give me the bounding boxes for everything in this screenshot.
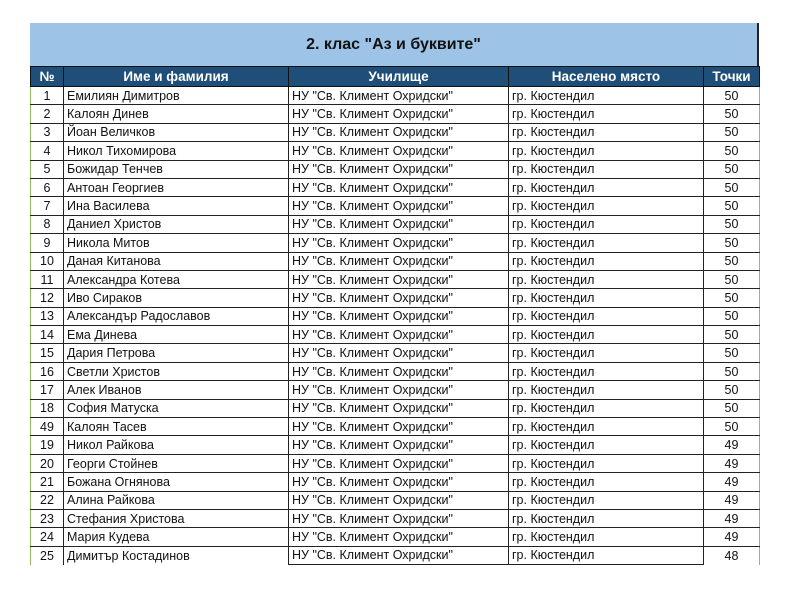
- cell-points: 50: [704, 270, 760, 288]
- cell-number: 49: [31, 418, 64, 436]
- cell-points: 49: [704, 528, 760, 546]
- cell-place: гр. Кюстендил: [509, 197, 704, 215]
- cell-points: 50: [704, 234, 760, 252]
- cell-name: Никол Райкова: [64, 436, 289, 454]
- cell-number: 12: [31, 289, 64, 307]
- column-header-number: №: [31, 67, 64, 87]
- table-row: [31, 160, 760, 178]
- cell-number: 13: [31, 307, 64, 325]
- cell-points: 48: [704, 546, 760, 564]
- cell-place: гр. Кюстендил: [509, 399, 704, 417]
- results-sheet: [30, 23, 759, 565]
- cell-name: Георги Стойнев: [64, 454, 289, 472]
- cell-school: НУ "Св. Климент Охридски": [289, 289, 509, 307]
- cell-points: 50: [704, 197, 760, 215]
- cell-place: гр. Кюстендил: [509, 123, 704, 141]
- cell-name: Мария Кудева: [64, 528, 289, 546]
- cell-points: 50: [704, 362, 760, 380]
- cell-name: Дария Петрова: [64, 344, 289, 362]
- cell-school: НУ "Св. Климент Охридски": [289, 509, 509, 527]
- cell-points: 50: [704, 344, 760, 362]
- sheet-title: 2. клас "Аз и буквите": [30, 23, 759, 66]
- cell-points: 50: [704, 252, 760, 270]
- cell-points: 50: [704, 178, 760, 196]
- cell-school: НУ "Св. Климент Охридски": [289, 436, 509, 454]
- cell-number: 25: [31, 546, 64, 564]
- header-row: [31, 67, 760, 87]
- cell-number: 17: [31, 381, 64, 399]
- cell-number: 23: [31, 509, 64, 527]
- cell-name: Антоан Георгиев: [64, 178, 289, 196]
- table-row: [31, 142, 760, 160]
- cell-name: Светли Христов: [64, 362, 289, 380]
- cell-school: НУ "Св. Климент Охридски": [289, 528, 509, 546]
- cell-name: Александър Радославов: [64, 307, 289, 325]
- cell-place: гр. Кюстендил: [509, 87, 704, 105]
- table-row: [31, 381, 760, 399]
- cell-school: НУ "Св. Климент Охридски": [289, 197, 509, 215]
- cell-name: Никола Митов: [64, 234, 289, 252]
- cell-number: 11: [31, 270, 64, 288]
- table-row: [31, 105, 760, 123]
- column-header-place: Населено място: [509, 67, 704, 87]
- cell-place: гр. Кюстендил: [509, 362, 704, 380]
- cell-school: НУ "Св. Климент Охридски": [289, 252, 509, 270]
- table-row: [31, 178, 760, 196]
- cell-name: Даная Китанова: [64, 252, 289, 270]
- cell-school: НУ "Св. Климент Охридски": [289, 418, 509, 436]
- table-row: [31, 509, 760, 527]
- table-row: [31, 418, 760, 436]
- cell-points: 50: [704, 142, 760, 160]
- cell-place: гр. Кюстендил: [509, 307, 704, 325]
- cell-place: гр. Кюстендил: [509, 252, 704, 270]
- cell-school: НУ "Св. Климент Охридски": [289, 123, 509, 141]
- cell-points: 49: [704, 491, 760, 509]
- cell-number: 14: [31, 326, 64, 344]
- cell-school: НУ "Св. Климент Охридски": [289, 215, 509, 233]
- table-row: [31, 252, 760, 270]
- table-row: [31, 270, 760, 288]
- cell-name: Иво Сираков: [64, 289, 289, 307]
- cell-number: 6: [31, 178, 64, 196]
- cell-number: 3: [31, 123, 64, 141]
- cell-name: София Матуска: [64, 399, 289, 417]
- cell-place: гр. Кюстендил: [509, 289, 704, 307]
- table-row: [31, 234, 760, 252]
- table-row: [31, 528, 760, 546]
- table-row: [31, 399, 760, 417]
- cell-school: НУ "Св. Климент Охридски": [289, 473, 509, 491]
- cell-number: 18: [31, 399, 64, 417]
- cell-place: гр. Кюстендил: [509, 142, 704, 160]
- cell-name: Никол Тихомирова: [64, 142, 289, 160]
- table-row: [31, 326, 760, 344]
- cell-name: Йоан Величков: [64, 123, 289, 141]
- cell-place: гр. Кюстендил: [509, 528, 704, 546]
- results-table: [30, 66, 760, 565]
- cell-points: 49: [704, 436, 760, 454]
- cell-number: 2: [31, 105, 64, 123]
- cell-name: Алек Иванов: [64, 381, 289, 399]
- cell-points: 50: [704, 381, 760, 399]
- cell-points: 50: [704, 418, 760, 436]
- table-row: [31, 289, 760, 307]
- cell-place: гр. Кюстендил: [509, 160, 704, 178]
- cell-place: гр. Кюстендил: [509, 454, 704, 472]
- table-row: [31, 123, 760, 141]
- cell-school: НУ "Св. Климент Охридски": [289, 178, 509, 196]
- cell-name: Божана Огнянова: [64, 473, 289, 491]
- cell-name: Ина Василева: [64, 197, 289, 215]
- cell-name: Калоян Тасев: [64, 418, 289, 436]
- cell-school: НУ "Св. Климент Охридски": [289, 381, 509, 399]
- cell-school: НУ "Св. Климент Охридски": [289, 234, 509, 252]
- cell-points: 49: [704, 454, 760, 472]
- cell-school: НУ "Св. Климент Охридски": [289, 105, 509, 123]
- cell-place: гр. Кюстендил: [509, 546, 704, 564]
- cell-school: НУ "Св. Климент Охридски": [289, 142, 509, 160]
- cell-number: 16: [31, 362, 64, 380]
- cell-number: 24: [31, 528, 64, 546]
- cell-place: гр. Кюстендил: [509, 344, 704, 362]
- cell-number: 19: [31, 436, 64, 454]
- cell-school: НУ "Св. Климент Охридски": [289, 326, 509, 344]
- table-row: [31, 491, 760, 509]
- cell-number: 21: [31, 473, 64, 491]
- cell-number: 4: [31, 142, 64, 160]
- cell-name: Алина Райкова: [64, 491, 289, 509]
- cell-place: гр. Кюстендил: [509, 509, 704, 527]
- cell-number: 7: [31, 197, 64, 215]
- cell-name: Даниел Христов: [64, 215, 289, 233]
- column-header-name: Име и фамилия: [64, 67, 289, 87]
- cell-school: НУ "Св. Климент Охридски": [289, 87, 509, 105]
- cell-school: НУ "Св. Климент Охридски": [289, 270, 509, 288]
- cell-place: гр. Кюстендил: [509, 178, 704, 196]
- cell-points: 50: [704, 160, 760, 178]
- cell-points: 50: [704, 123, 760, 141]
- table-row: [31, 307, 760, 325]
- cell-place: гр. Кюстендил: [509, 473, 704, 491]
- cell-points: 50: [704, 289, 760, 307]
- cell-points: 50: [704, 87, 760, 105]
- table-row: [31, 87, 760, 105]
- table-row: [31, 362, 760, 380]
- cell-points: 50: [704, 326, 760, 344]
- cell-points: 50: [704, 399, 760, 417]
- cell-school: НУ "Св. Климент Охридски": [289, 491, 509, 509]
- cell-place: гр. Кюстендил: [509, 436, 704, 454]
- table-row: [31, 344, 760, 362]
- cell-place: гр. Кюстендил: [509, 105, 704, 123]
- cell-school: НУ "Св. Климент Охридски": [289, 399, 509, 417]
- cell-name: Емилиян Димитров: [64, 87, 289, 105]
- cell-name: Стефания Христова: [64, 509, 289, 527]
- cell-points: 49: [704, 473, 760, 491]
- cell-school: НУ "Св. Климент Охридски": [289, 344, 509, 362]
- cell-name: Ема Динева: [64, 326, 289, 344]
- cell-points: 50: [704, 215, 760, 233]
- cell-school: НУ "Св. Климент Охридски": [289, 454, 509, 472]
- cell-place: гр. Кюстендил: [509, 381, 704, 399]
- table-row: [31, 473, 760, 491]
- table-row: [31, 197, 760, 215]
- cell-number: 10: [31, 252, 64, 270]
- cell-number: 1: [31, 87, 64, 105]
- table-row: [31, 454, 760, 472]
- cell-school: НУ "Св. Климент Охридски": [289, 160, 509, 178]
- cell-number: 20: [31, 454, 64, 472]
- cell-place: гр. Кюстендил: [509, 418, 704, 436]
- cell-number: 9: [31, 234, 64, 252]
- cell-number: 8: [31, 215, 64, 233]
- column-header-school: Училище: [289, 67, 509, 87]
- cell-place: гр. Кюстендил: [509, 326, 704, 344]
- cell-place: гр. Кюстендил: [509, 215, 704, 233]
- cell-name: Божидар Тенчев: [64, 160, 289, 178]
- cell-name: Димитър Костадинов: [64, 546, 289, 564]
- table-row: [31, 546, 760, 564]
- table-row: [31, 215, 760, 233]
- cell-school: НУ "Св. Климент Охридски": [289, 307, 509, 325]
- cell-number: 22: [31, 491, 64, 509]
- cell-place: гр. Кюстендил: [509, 234, 704, 252]
- cell-place: гр. Кюстендил: [509, 270, 704, 288]
- cell-name: Александра Котева: [64, 270, 289, 288]
- cell-school: НУ "Св. Климент Охридски": [289, 546, 509, 564]
- cell-points: 50: [704, 307, 760, 325]
- cell-points: 50: [704, 105, 760, 123]
- cell-number: 5: [31, 160, 64, 178]
- cell-name: Калоян Динев: [64, 105, 289, 123]
- table-row: [31, 436, 760, 454]
- cell-points: 49: [704, 509, 760, 527]
- cell-place: гр. Кюстендил: [509, 491, 704, 509]
- column-header-points: Точки: [704, 67, 760, 87]
- cell-school: НУ "Св. Климент Охридски": [289, 362, 509, 380]
- cell-number: 15: [31, 344, 64, 362]
